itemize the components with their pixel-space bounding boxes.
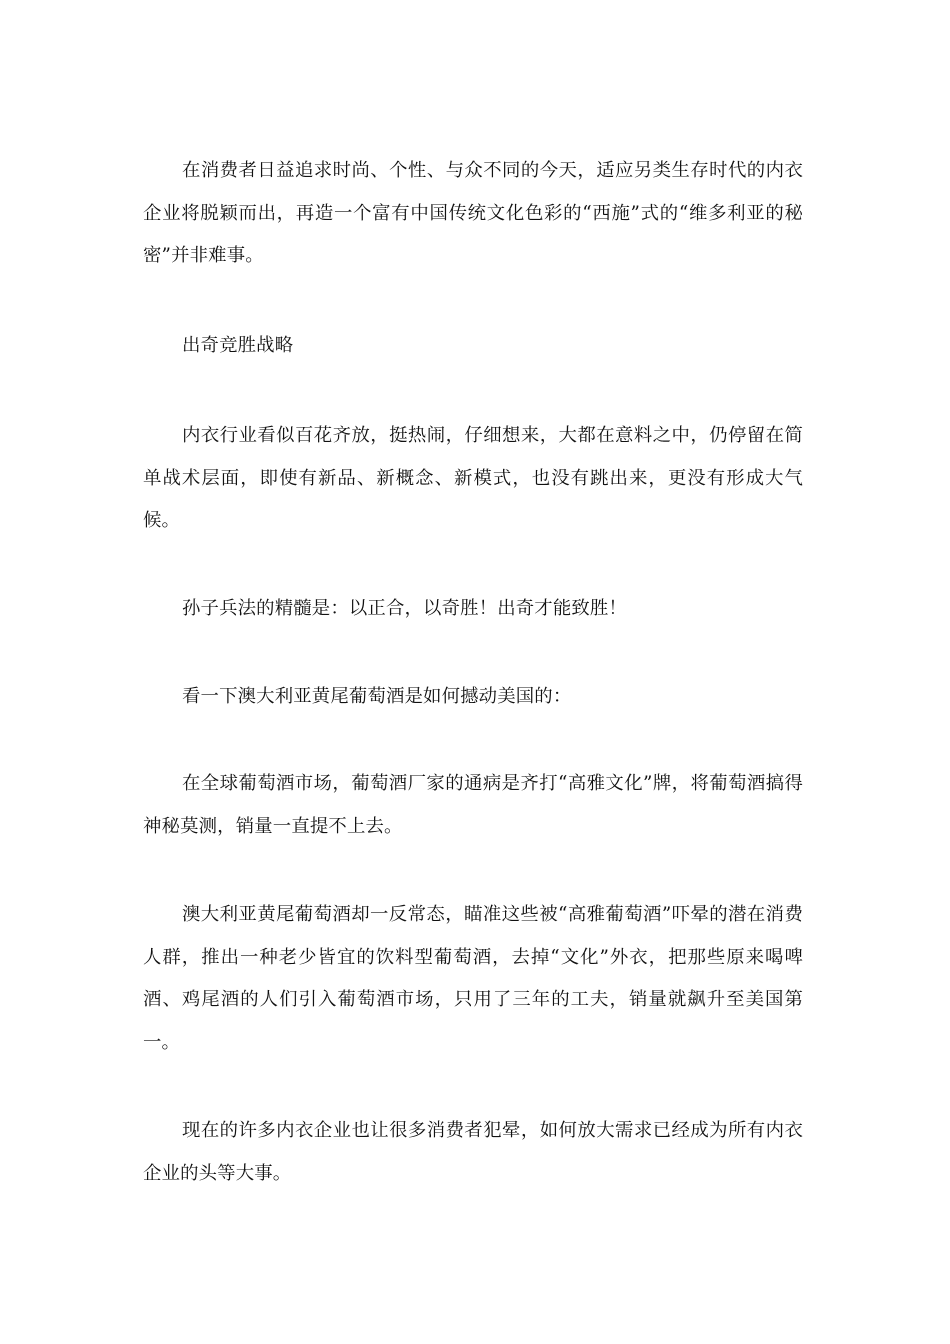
paragraph-consumer-trend: 在消费者日益追求时尚、个性、与众不同的今天，适应另类生存时代的内衣企业将脱颖而出，再造一个富有中国传统文化色彩的“西施”式的“维多利亚的秘密”并非难事。 (143, 160, 803, 266)
paragraph-yellowtail-strategy: 澳大利亚黄尾葡萄酒却一反常态，瞄准这些被“高雅葡萄酒”吓晕的潜在消费人群，推出一种老少皆宜的饮料型葡萄酒，去掉“文化”外衣，把那些原来喝啤酒、鸡尾酒的人们引入葡萄酒市场，只用了三年的工夫，销量就飙升至美国第一。 (143, 904, 803, 1053)
paragraph-yellowtail-intro: 看一下澳大利亚黄尾葡萄酒是如何撼动美国的： (182, 686, 572, 707)
paragraph-sunzi-principle: 孙子兵法的精髓是：以正合，以奇胜！出奇才能致胜！ (182, 598, 627, 619)
paragraph-industry-status: 内衣行业看似百花齐放，挺热闹，仔细想来，大都在意料之中，仍停留在简单战术层面，即使有新品、新概念、新模式，也没有跳出来，更没有形成大气候。 (143, 425, 803, 531)
paragraph-wine-market: 在全球葡萄酒市场，葡萄酒厂家的通病是齐打“高雅文化”牌，将葡萄酒搞得神秘莫测，销量一直提不上去。 (143, 773, 803, 837)
paragraph-conclusion: 现在的许多内衣企业也让很多消费者犯晕，如何放大需求已经成为所有内衣企业的头等大事。 (143, 1120, 803, 1184)
section-heading-strategy: 出奇竞胜战略 (182, 335, 294, 356)
